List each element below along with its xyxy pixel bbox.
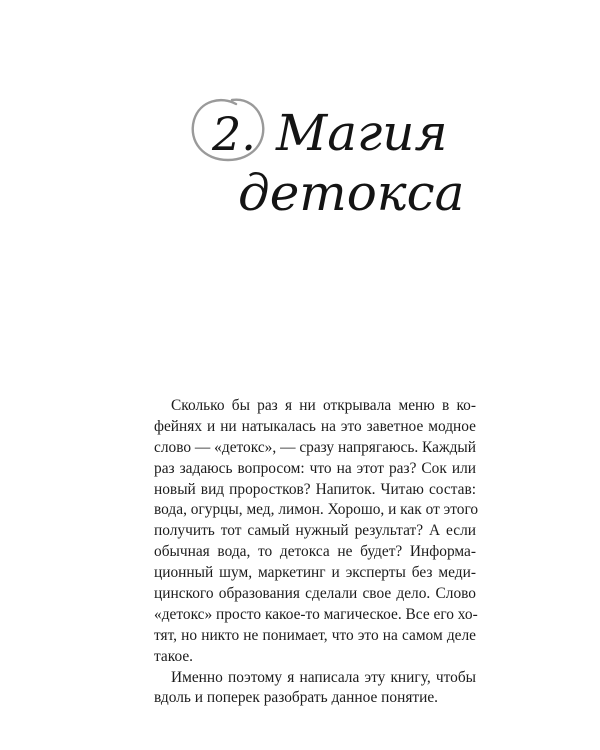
- text-line: вода, огурцы, мед, лимон. Хорошо, и как от этого: [154, 501, 479, 519]
- text-line: цинского образования сделали свое дело. Слово: [154, 585, 476, 603]
- chapter-number: 2.: [212, 107, 256, 161]
- paragraph-2: [154, 668, 476, 710]
- text-line: Именно поэтому я написала эту книгу, чтобы: [171, 668, 476, 686]
- text-line: обычная вода, то детокса не будет? Информа-: [154, 543, 476, 561]
- text-line: новый вид проростков? Напиток. Читаю состав:: [154, 480, 476, 498]
- text-line: фейнях и ни натыкалась на это заветное модное: [154, 417, 476, 435]
- text-line: вдоль и поперек разобрать данное понятие.: [154, 689, 439, 707]
- paragraph-1: [154, 396, 479, 668]
- text-line: такое.: [154, 647, 194, 665]
- text-line: раз задаюсь вопросом: что на этот раз? Сок или: [154, 459, 476, 477]
- chapter-title-line1: Магия: [276, 104, 448, 162]
- text-line: Сколько бы раз я ни открывала меню в ко-: [171, 397, 476, 414]
- chapter-heading: [0, 0, 600, 240]
- text-line: слово — «детокс», — сразу напрягаюсь. Каждый: [154, 438, 476, 456]
- text-line: тят, но никто не понимает, что это на самом деле: [154, 626, 476, 644]
- text-line: «детокс» просто какое-то магическое. Все его хо-: [154, 605, 478, 623]
- text-line: ционный шум, маркетинг и эксперты без меди-: [154, 564, 476, 582]
- body-text: [154, 396, 479, 709]
- chapter-heading-art: [0, 0, 600, 240]
- text-line: получить тот самый нужный результат? А если: [154, 522, 476, 540]
- chapter-title-line2: детокса: [238, 164, 465, 222]
